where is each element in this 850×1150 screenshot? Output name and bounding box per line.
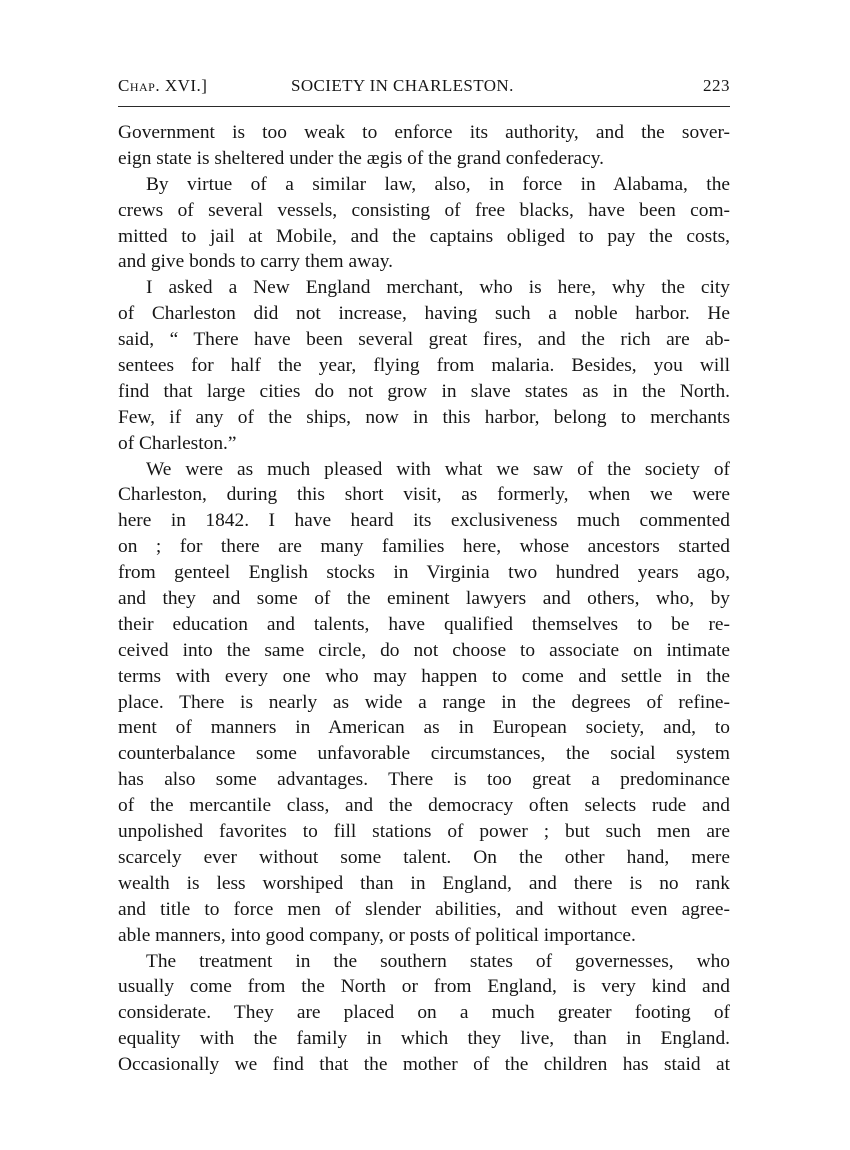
text-line: and title to force men of slender abilities, and without even agree- (118, 898, 730, 920)
running-header (118, 72, 730, 102)
text-line: from genteel English stocks in Virginia two hundred years ago, (118, 562, 730, 584)
text-line: I asked a New England merchant, who is here, why the city (146, 277, 730, 299)
text-line: here in 1842. I have heard its exclusiveness much commented (118, 510, 730, 532)
text-line: Charleston, during this short visit, as formerly, when we were (118, 484, 730, 506)
text-line: considerate. They are placed on a much greater footing of (118, 1002, 730, 1024)
text-line: usually come from the North or from England, is very kind and (118, 976, 730, 998)
text-line: By virtue of a similar law, also, in force in Alabama, the (146, 173, 730, 195)
text-line: Government is too weak to enforce its authority, and the sover- (118, 122, 730, 143)
text-line: We were as much pleased with what we saw of the society of (146, 458, 730, 480)
body-text (118, 120, 730, 1078)
text-line: crews of several vessels, consisting of free blacks, have been com- (118, 199, 730, 221)
text-line: Few, if any of the ships, now in this harbor, belong to merchants (118, 406, 730, 428)
text-line: find that large cities do not grow in slave states as in the North. (118, 380, 730, 402)
text-line: wealth is less worshiped than in England, and there is no rank (118, 872, 730, 894)
text-line: place. There is nearly as wide a range in the degrees of refine- (118, 691, 730, 713)
text-line: eign state is sheltered under the ægis of the grand confederacy. (118, 147, 605, 169)
text-line: of Charleston did not increase, having such a noble harbor. He (118, 303, 730, 325)
text-line: of Charleston.” (118, 432, 237, 454)
text-line: equality with the family in which they live, than in England. (118, 1028, 730, 1050)
text-line: and they and some of the eminent lawyers and others, who, by (118, 588, 730, 610)
text-line: ceived into the same circle, do not choose to associate on intimate (118, 639, 730, 661)
text-line: ment of manners in American as in European society, and, to (118, 717, 730, 739)
text-line: their education and talents, have qualified themselves to be re- (118, 613, 730, 635)
text-line: said, “ There have been several great fires, and the rich are ab- (118, 329, 730, 351)
text-line: counterbalance some unfavorable circumstances, the social system (118, 743, 730, 765)
header-rule (118, 106, 730, 107)
running-title: SOCIETY IN CHARLESTON. (291, 76, 514, 95)
text-line: mitted to jail at Mobile, and the captains obliged to pay the costs, (118, 225, 730, 247)
chapter-label: Chap. XVI.] (118, 76, 208, 95)
text-line: and give bonds to carry them away. (118, 251, 393, 273)
text-line: terms with every one who may happen to come and settle in the (118, 665, 730, 687)
page-number: 223 (703, 76, 730, 95)
text-line: able manners, into good company, or posts of political importance. (118, 924, 636, 946)
text-line: The treatment in the southern states of governesses, who (146, 950, 730, 972)
text-line: sentees for half the year, flying from malaria. Besides, you will (118, 355, 730, 377)
text-line: on ; for there are many families here, whose ancestors started (118, 536, 730, 558)
text-line: scarcely ever without some talent. On the other hand, mere (118, 846, 730, 868)
text-line: Occasionally we find that the mother of the children has staid at (118, 1054, 730, 1076)
text-line: of the mercantile class, and the democracy often selects rude and (118, 795, 730, 817)
text-line: unpolished favorites to fill stations of power ; but such men are (118, 821, 730, 843)
text-line: has also some advantages. There is too great a predominance (118, 769, 730, 791)
